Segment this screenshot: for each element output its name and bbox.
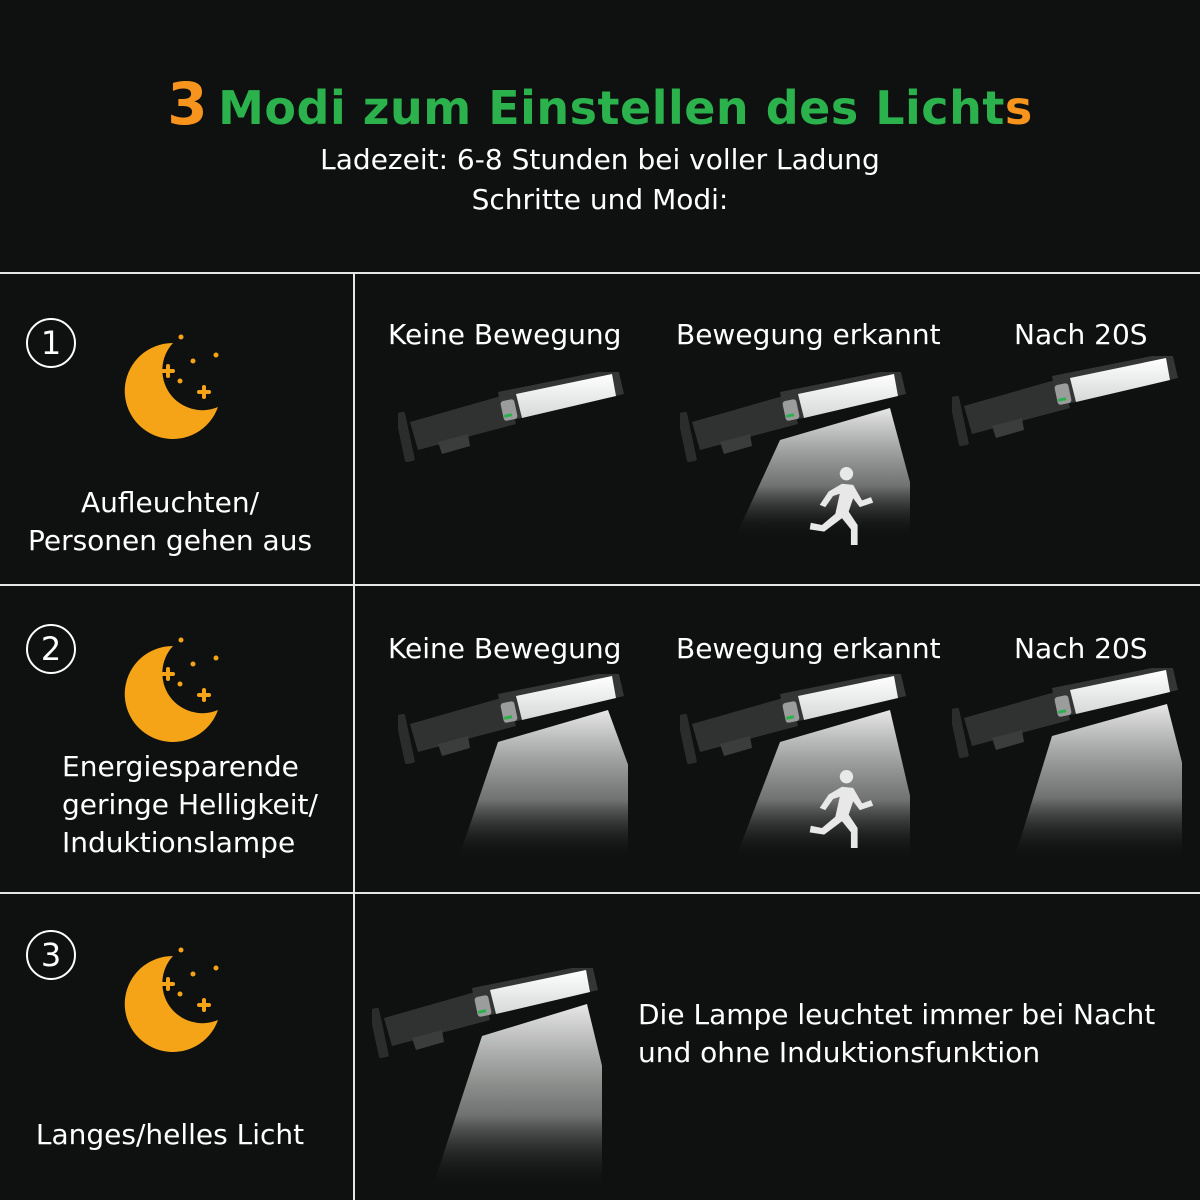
- column-label-motion-detected: Bewegung erkannt: [676, 632, 941, 665]
- lamp-image-always-on: [372, 964, 602, 1194]
- column-label-after-20s: Nach 20S: [1014, 318, 1148, 351]
- mode-label-line: Personen gehen aus: [27, 524, 313, 557]
- description-line: und ohne Induktionsfunktion: [638, 1036, 1041, 1069]
- mode-label-line: Aufleuchten/: [80, 486, 260, 519]
- mode-label-line: geringe Helligkeit/: [62, 788, 318, 821]
- mode-label: Langes/helles Licht: [35, 1118, 305, 1151]
- divider-vertical: [353, 274, 355, 1200]
- page-title: [0, 70, 1200, 138]
- column-label-no-motion: Keine Bewegung: [388, 632, 622, 665]
- divider-row-2-3: [0, 892, 1200, 894]
- running-person-icon: [808, 770, 876, 848]
- moon-stars-icon: [118, 636, 228, 746]
- description-line: Die Lampe leuchtet immer bei Nacht: [638, 998, 1156, 1031]
- mode-label: [62, 748, 352, 862]
- divider-row-1-2: [0, 584, 1200, 586]
- lamp-image-beam: [952, 664, 1182, 864]
- title-text: Modi zum Einstellen des Licht: [218, 81, 1005, 135]
- lamp-image-beam: [398, 670, 628, 870]
- lamp-image-dim: [952, 352, 1182, 552]
- steps-and-modes-text: Schritte und Modi:: [471, 183, 729, 216]
- moon-stars-icon: [118, 333, 228, 443]
- column-label-motion-detected: Bewegung erkannt: [676, 318, 941, 351]
- mode-label-line: Energiesparende: [62, 750, 299, 783]
- charging-time-text: Ladezeit: 6-8 Stunden bei voller Ladung: [320, 143, 880, 176]
- mode-3-description: [638, 996, 1155, 1072]
- mode-number-badge: 1: [26, 318, 76, 368]
- mode-number-badge: 2: [26, 624, 76, 674]
- title-last-letter: s: [1004, 81, 1033, 135]
- lamp-image-dim: [398, 368, 628, 568]
- mode-label: [0, 484, 340, 560]
- mode-label-line: Induktionslampe: [62, 826, 296, 859]
- divider-top: [0, 272, 1200, 274]
- running-person-icon: [808, 467, 876, 545]
- title-number: 3: [167, 70, 209, 138]
- column-label-no-motion: Keine Bewegung: [388, 318, 622, 351]
- column-label-after-20s: Nach 20S: [1014, 632, 1148, 665]
- light-beam: [432, 1004, 602, 1189]
- mode-number-badge: 3: [26, 930, 76, 980]
- moon-stars-icon: [118, 946, 228, 1056]
